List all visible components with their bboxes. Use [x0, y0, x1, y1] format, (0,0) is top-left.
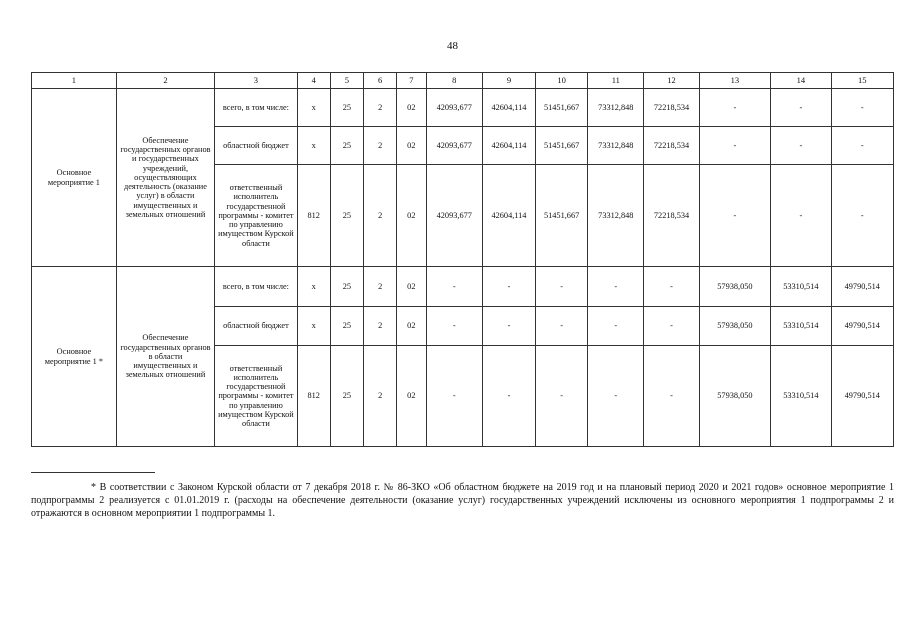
header-cell: 15 [831, 73, 893, 89]
header-cell: 9 [482, 73, 535, 89]
activity-description: Обеспечение государственных органов в области имущественных и земельных отношений [116, 267, 214, 447]
header-cell: 2 [116, 73, 214, 89]
code-cell: х [297, 127, 330, 165]
code-cell: х [297, 267, 330, 307]
code-cell: х [297, 307, 330, 346]
row-label: всего, в том числе: [215, 267, 298, 307]
value-cell: 57938,050 [699, 267, 771, 307]
header-cell: 8 [426, 73, 482, 89]
footnote: * В соответствии с Законом Курской области от 7 декабря 2018 г. № 86-ЗКО «Об областном бюджете на 2019 год и на плановый период 2020 и 2021 годов» основное мероприятие 1 подпрограммы 2 реализуется с 01.01.2019 г. (расходы на обеспечение деятельности (оказание услуг) государственных учреждений исключены из основного мероприятия 1 подпрограммы 2 и отражаются в основном мероприятии 1 подпрограммы 1. [31, 482, 894, 519]
value-cell: 72218,534 [644, 89, 699, 127]
row-label: ответственный исполнитель государственной программы - комитет по управлению имуществом Курской области [215, 346, 298, 447]
code-cell: 02 [397, 346, 427, 447]
value-cell: - [771, 89, 831, 127]
code-cell: 2 [364, 89, 397, 127]
header-cell: 3 [215, 73, 298, 89]
value-cell: - [426, 267, 482, 307]
value-cell: 53310,514 [771, 307, 831, 346]
value-cell: - [699, 89, 771, 127]
code-cell: 2 [364, 346, 397, 447]
value-cell: 53310,514 [771, 346, 831, 447]
value-cell: - [644, 267, 699, 307]
value-cell: - [831, 89, 893, 127]
row-label: всего, в том числе: [215, 89, 298, 127]
value-cell: 51451,667 [536, 127, 588, 165]
code-cell: 25 [330, 89, 364, 127]
value-cell: - [536, 346, 588, 447]
header-cell: 5 [330, 73, 364, 89]
value-cell: - [588, 267, 644, 307]
value-cell: - [588, 307, 644, 346]
value-cell: 49790,514 [831, 346, 893, 447]
value-cell: 73312,848 [588, 165, 644, 267]
value-cell: - [536, 307, 588, 346]
value-cell: 57938,050 [699, 346, 771, 447]
code-cell: 02 [397, 127, 427, 165]
value-cell: - [426, 346, 482, 447]
code-cell: 02 [397, 267, 427, 307]
header-cell: 13 [699, 73, 771, 89]
value-cell: 53310,514 [771, 267, 831, 307]
header-cell: 10 [536, 73, 588, 89]
value-cell: - [536, 267, 588, 307]
header-cell: 12 [644, 73, 699, 89]
code-cell: 2 [364, 127, 397, 165]
value-cell: 42093,677 [426, 165, 482, 267]
header-cell: 7 [397, 73, 427, 89]
value-cell: - [831, 165, 893, 267]
header-row [32, 73, 894, 89]
value-cell: 73312,848 [588, 127, 644, 165]
code-cell: 25 [330, 127, 364, 165]
code-cell: 25 [330, 165, 364, 267]
value-cell: - [644, 346, 699, 447]
value-cell: 42093,677 [426, 127, 482, 165]
code-cell: 2 [364, 165, 397, 267]
code-cell: 02 [397, 307, 427, 346]
value-cell: 42093,677 [426, 89, 482, 127]
code-cell: 25 [330, 307, 364, 346]
code-cell: 2 [364, 307, 397, 346]
value-cell: - [771, 165, 831, 267]
value-cell: 72218,534 [644, 165, 699, 267]
value-cell: - [426, 307, 482, 346]
row-label: ответственный исполнитель государственной программы - комитет по управлению имуществом Курской области [215, 165, 298, 267]
code-cell: 812 [297, 165, 330, 267]
header-cell: 6 [364, 73, 397, 89]
row-label: областной бюджет [215, 307, 298, 346]
value-cell: - [699, 165, 771, 267]
activity-description: Обеспечение государственных органов и государственных учреждений, осуществляющих деятельность (оказание услуг) в области имущественных и земельных отношений [116, 89, 214, 267]
value-cell: 51451,667 [536, 165, 588, 267]
value-cell: - [644, 307, 699, 346]
value-cell: 57938,050 [699, 307, 771, 346]
value-cell: 51451,667 [536, 89, 588, 127]
header-cell: 14 [771, 73, 831, 89]
value-cell: 49790,514 [831, 267, 893, 307]
value-cell: - [699, 127, 771, 165]
page-number: 48 [447, 40, 458, 52]
row-label: областной бюджет [215, 127, 298, 165]
code-cell: 02 [397, 165, 427, 267]
code-cell: 25 [330, 346, 364, 447]
code-cell: 2 [364, 267, 397, 307]
value-cell: 42604,114 [482, 165, 535, 267]
value-cell: 72218,534 [644, 127, 699, 165]
table-row [32, 267, 894, 307]
header-cell: 4 [297, 73, 330, 89]
value-cell: 42604,114 [482, 89, 535, 127]
value-cell: 49790,514 [831, 307, 893, 346]
value-cell: 73312,848 [588, 89, 644, 127]
code-cell: 02 [397, 89, 427, 127]
activity-name: Основное мероприятие 1 * [32, 267, 117, 447]
activity-name: Основное мероприятие 1 [32, 89, 117, 267]
value-cell: - [588, 346, 644, 447]
value-cell: - [482, 307, 535, 346]
table-row [32, 89, 894, 127]
code-cell: 25 [330, 267, 364, 307]
value-cell: 42604,114 [482, 127, 535, 165]
header-cell: 11 [588, 73, 644, 89]
budget-table [31, 72, 894, 447]
value-cell: - [482, 346, 535, 447]
code-cell: х [297, 89, 330, 127]
code-cell: 812 [297, 346, 330, 447]
value-cell: - [771, 127, 831, 165]
value-cell: - [831, 127, 893, 165]
header-cell: 1 [32, 73, 117, 89]
value-cell: - [482, 267, 535, 307]
footnote-divider [31, 472, 155, 473]
